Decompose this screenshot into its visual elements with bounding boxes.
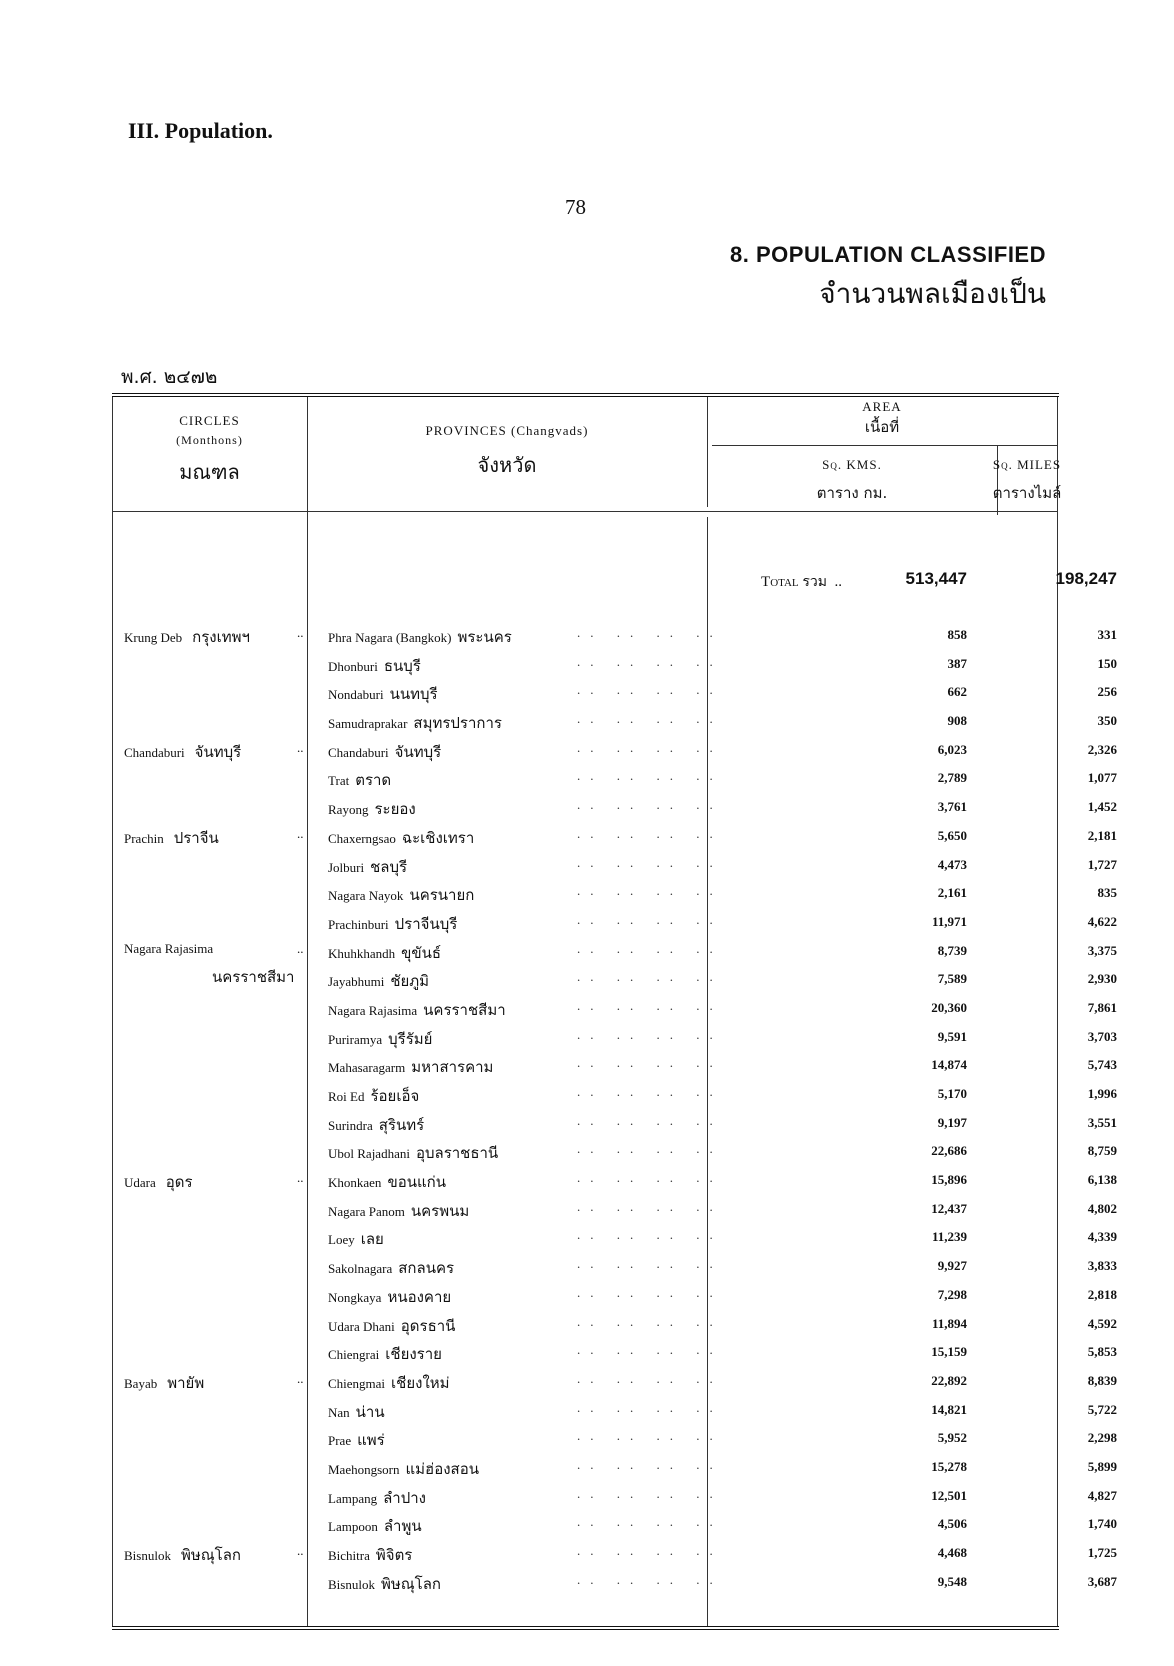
leader-dots: .. .. .. .. (577, 739, 723, 755)
sq-kms-cell: 15,896 (931, 1172, 967, 1188)
province-name-thai: พิษณุโลก (380, 1574, 441, 1593)
province-name-thai: ขุขันธ์ (401, 943, 442, 962)
sq-kms-cell: 9,927 (937, 1258, 967, 1274)
sq-miles-cell: 3,687 (1087, 1573, 1117, 1589)
circle-cell (124, 1543, 309, 1567)
province-name-thai: แพร่ (357, 1431, 385, 1450)
leader-dots: .. .. .. .. (577, 1284, 723, 1300)
circle-cell (124, 625, 309, 649)
sq-miles-cell: 5,722 (1087, 1401, 1117, 1417)
province-name: Dhonburi (328, 658, 378, 674)
sq-miles-cell: 8,839 (1087, 1372, 1117, 1388)
province-name-thai: แม่ฮ่องสอน (405, 1459, 479, 1478)
circle-cell (124, 941, 309, 957)
province-name: Lampang (328, 1490, 378, 1506)
province-name-thai: ตราด (355, 771, 392, 790)
table-row (112, 992, 1117, 1021)
circle-cell (124, 1371, 309, 1395)
sq-kms-cell: 9,591 (937, 1028, 967, 1044)
leader-dots: .. .. .. .. (577, 1084, 723, 1099)
leader-dots: .. .. .. .. (577, 682, 723, 698)
sq-kms-cell: 2,161 (937, 885, 967, 901)
circle-name: Bayab (124, 1375, 158, 1391)
circle-name-thai: อุดร (165, 1173, 193, 1192)
province-name-thai: น่าน (355, 1402, 385, 1421)
sq-miles-cell: 1,996 (1087, 1086, 1117, 1101)
province-name-thai: ปราจีนบุรี (394, 914, 458, 933)
circle-name-thai: ปราจีน (173, 828, 219, 847)
province-name: Nongkaya (328, 1289, 382, 1305)
sq-miles-cell: 3,703 (1087, 1028, 1117, 1044)
table-row (112, 1193, 1117, 1222)
provinces-header-thai: จังหวัด (477, 453, 537, 477)
table-row (112, 676, 1117, 705)
sq-kms-cell: 5,650 (937, 827, 967, 843)
table-row (112, 906, 1117, 935)
province-name-thai: อุบลราชธานี (415, 1144, 499, 1163)
circles-header (112, 413, 307, 488)
table-row (112, 1308, 1117, 1337)
leader-dots: .. .. .. .. (577, 997, 723, 1013)
leader-dots: .. .. .. .. (577, 1485, 723, 1501)
sq-kms-cell: 387 (947, 655, 967, 671)
sq-miles-cell: 150 (1097, 655, 1117, 671)
province-name-thai: อุดรธานี (400, 1316, 456, 1335)
sq-kms-cell: 15,159 (931, 1344, 967, 1360)
province-name-thai: ขอนแก่น (387, 1173, 446, 1192)
table-row (112, 705, 1117, 734)
circle-name-thai: พายัพ (167, 1373, 205, 1392)
leader-dots: .. (297, 625, 304, 640)
province-name-thai: ธนบุรี (383, 656, 421, 675)
leader-dots: .. .. .. .. (577, 825, 723, 841)
leader-dots: .. .. .. .. (577, 969, 723, 985)
province-name: Bichitra (328, 1548, 370, 1563)
province-name-thai: ร้อยเอ็จ (370, 1087, 420, 1105)
province-name-thai: จันทบุรี (394, 742, 442, 761)
province-name-thai: ชัยภูมิ (390, 972, 430, 991)
leader-dots: .. (297, 825, 304, 841)
province-name: Udara Dhani (328, 1318, 395, 1334)
table-row (112, 1135, 1117, 1164)
province-name: Jayabhumi (328, 974, 385, 990)
sq-kms-cell: 3,761 (937, 799, 967, 815)
area-header (707, 399, 1057, 439)
sq-kms-header (707, 457, 997, 505)
province-name-thai: ลำปาง (383, 1488, 426, 1507)
circle-name: Krung Deb (124, 630, 183, 645)
table-row (112, 849, 1117, 878)
sq-miles-cell: 4,339 (1087, 1229, 1117, 1245)
leader-dots: .. .. .. .. (577, 1543, 723, 1558)
sq-kms-cell: 11,971 (931, 913, 967, 929)
table-row (112, 877, 1117, 906)
sq-miles-cell: 1,725 (1087, 1545, 1117, 1560)
province-name-thai: เลย (360, 1230, 384, 1249)
table-row (112, 1279, 1117, 1308)
sq-miles-cell: 1,452 (1087, 799, 1117, 815)
sq-kms-cell: 14,821 (931, 1401, 967, 1417)
leader-dots: .. (297, 1370, 304, 1386)
table-title-thai: จำนวนพลเมืองเป็น (819, 277, 1046, 310)
sq-miles-cell: 3,551 (1087, 1114, 1117, 1130)
province-name: Samudraprakar (328, 716, 408, 732)
leader-dots: .. .. .. .. (577, 797, 723, 813)
provinces-header-en: PROVINCES (Changvads) (425, 423, 589, 438)
circle-name: Bisnulok (124, 1548, 171, 1563)
province-name-thai: ลำพูน (383, 1517, 422, 1536)
province-name: Mahasaragarm (328, 1060, 406, 1076)
table-row (112, 963, 1117, 992)
sq-miles-cell: 1,727 (1087, 856, 1117, 872)
leader-dots: .. .. .. .. (577, 1456, 723, 1472)
sq-miles-cell: 331 (1097, 627, 1117, 642)
province-name: Chaxerngsao (328, 830, 396, 846)
leader-dots: .. .. .. .. (577, 1112, 723, 1128)
table-row (112, 619, 1117, 648)
leader-dots: .. .. .. .. (577, 1399, 723, 1415)
province-name-thai: ชลบุรี (370, 857, 408, 876)
sq-kms-cell: 908 (947, 713, 967, 729)
leader-dots: .. .. .. .. (577, 1170, 723, 1186)
circles-header-sub: (Monthons) (176, 433, 243, 447)
province-name: Loey (328, 1232, 355, 1248)
province-name-thai: นครพนม (410, 1201, 470, 1220)
province-name: Surindra (328, 1117, 373, 1133)
leader-dots: .. (297, 1170, 304, 1186)
province-name: Trat (328, 773, 350, 789)
sq-miles-cell: 4,802 (1087, 1200, 1117, 1216)
province-name-thai: เชียงใหม่ (391, 1373, 450, 1392)
table-row (112, 734, 1117, 763)
province-name-thai: พิจิตร (375, 1546, 413, 1564)
sq-kms-cell: 7,298 (937, 1286, 967, 1302)
province-name: Chiengmai (328, 1375, 386, 1391)
province-name: Prachinburi (328, 916, 389, 932)
province-name: Jolburi (328, 859, 365, 875)
sq-kms-header-thai: ตาราง กม. (816, 484, 888, 502)
total-label-en: Total (761, 574, 799, 590)
province-name-thai: นนทบุรี (389, 685, 438, 704)
sq-miles-cell: 350 (1097, 713, 1117, 729)
circle-name-thai: พิษณุโลก (180, 1546, 241, 1564)
sq-kms-cell: 7,589 (937, 971, 967, 987)
table-row (112, 1221, 1117, 1250)
province-name: Nagara Panom (328, 1203, 405, 1219)
total-sq-kms: 513,447 (905, 569, 967, 588)
province-name: Nagara Nayok (328, 888, 404, 904)
leader-dots: .. .. .. .. (577, 1313, 723, 1329)
province-name: Puriramya (328, 1031, 383, 1047)
province-name-thai: บุรีรัมย์ (388, 1029, 433, 1048)
sq-kms-cell: 4,473 (937, 856, 967, 872)
province-name-thai: สมุทรปราการ (413, 714, 502, 733)
sq-miles-header-thai: ตารางไมล์ (992, 484, 1062, 502)
leader-dots: .. .. .. .. (577, 1256, 723, 1272)
leader-dots: .. (297, 739, 304, 755)
table-row (112, 1422, 1117, 1451)
province-name: Phra Nagara (Bangkok) (328, 630, 452, 645)
sq-miles-cell: 5,899 (1087, 1458, 1117, 1474)
table-row (112, 791, 1117, 820)
provinces-header (307, 423, 707, 481)
sq-kms-cell: 662 (947, 684, 967, 700)
sq-kms-cell: 6,023 (937, 741, 967, 757)
leader-dots: .. .. .. .. (577, 1026, 723, 1042)
sq-miles-cell: 3,375 (1087, 942, 1117, 958)
sq-miles-cell: 1,740 (1087, 1516, 1117, 1532)
sq-kms-cell: 9,197 (937, 1114, 967, 1130)
sq-miles-cell: 2,930 (1087, 971, 1117, 987)
table-row (112, 820, 1117, 849)
leader-dots: .. .. .. .. (577, 911, 723, 927)
total-sq-miles: 198,247 (1055, 569, 1117, 588)
leader-dots: .. .. .. .. (577, 1428, 723, 1444)
sq-kms-cell: 14,874 (931, 1057, 967, 1073)
year-label: พ.ศ. ๒๔๗๒ (121, 366, 218, 388)
circle-name: Prachin (124, 830, 164, 846)
leader-dots: .. .. .. .. (577, 711, 723, 727)
province-name: Chiengrai (328, 1347, 380, 1363)
province-name-thai: สุรินทร์ (378, 1115, 425, 1134)
sq-miles-cell: 1,077 (1087, 770, 1117, 786)
leader-dots: .. .. .. .. (577, 1227, 723, 1243)
table-row (112, 1451, 1117, 1480)
leader-dots: .. .. .. .. (577, 625, 723, 640)
sq-miles-cell: 2,818 (1087, 1286, 1117, 1302)
area-header-rule (712, 445, 1057, 446)
leader-dots: .. (297, 940, 304, 956)
sq-miles-cell: 4,622 (1087, 913, 1117, 929)
sq-miles-cell: 4,827 (1087, 1487, 1117, 1503)
sq-miles-cell: 3,833 (1087, 1258, 1117, 1274)
section-title: III. Population. (128, 118, 273, 143)
sq-kms-cell: 11,894 (931, 1315, 967, 1331)
sq-miles-cell: 835 (1097, 885, 1117, 901)
leader-dots: .. (297, 1543, 304, 1558)
total-label: Total รวม .. (761, 574, 842, 590)
sq-miles-cell: 4,592 (1087, 1315, 1117, 1331)
sq-miles-cell: 5,853 (1087, 1344, 1117, 1360)
sq-miles-header (992, 457, 1062, 505)
province-name: Rayong (328, 802, 369, 818)
sq-kms-cell: 5,952 (937, 1430, 967, 1446)
sq-miles-cell: 6,138 (1087, 1172, 1117, 1188)
sq-miles-cell: 5,743 (1087, 1057, 1117, 1073)
sq-kms-cell: 4,468 (937, 1545, 967, 1560)
table-row (112, 1021, 1117, 1050)
province-name: Roi Ed (328, 1089, 365, 1104)
province-name: Bisnulok (328, 1576, 375, 1592)
sq-miles-cell: 2,326 (1087, 741, 1117, 757)
province-name-thai: ฉะเชิงเทรา (401, 828, 475, 847)
circles-header-en: CIRCLES (179, 413, 240, 428)
circle-name-thai: จันทบุรี (194, 742, 242, 761)
area-header-thai: เนื้อที่ (864, 418, 900, 436)
circle-name-thai: นครราชสีมา (212, 967, 295, 986)
province-name: Khonkaen (328, 1175, 382, 1191)
table-row (112, 762, 1117, 791)
province-name: Maehongsorn (328, 1461, 400, 1477)
province-name: Nagara Rajasima (328, 1002, 418, 1018)
province-name-thai: เชียงราย (385, 1345, 442, 1364)
table-row (112, 1107, 1117, 1136)
table-row (112, 1480, 1117, 1509)
page-number: 78 (565, 195, 586, 219)
leader-dots: .. .. .. .. (577, 653, 723, 669)
circle-cell (124, 740, 309, 764)
leader-dots: .. .. .. .. (577, 854, 723, 870)
circle-name-thai: กรุงเทพฯ (192, 628, 250, 646)
leader-dots: .. .. .. .. (577, 1514, 723, 1530)
sq-kms-cell: 12,437 (931, 1200, 967, 1216)
leader-dots: .. .. .. .. (577, 1198, 723, 1214)
total-label-thai: รวม (802, 574, 827, 590)
sq-kms-cell: 858 (947, 627, 967, 642)
province-name: Nan (328, 1404, 350, 1420)
area-header-en: AREA (862, 399, 902, 414)
province-name-thai: มหาสารคาม (411, 1058, 494, 1077)
province-name: Sakolnagara (328, 1261, 393, 1277)
leader-dots: .. .. .. .. (577, 1055, 723, 1071)
table-row (112, 648, 1117, 677)
leader-dots: .. .. .. .. (577, 883, 723, 899)
table-row (112, 1250, 1117, 1279)
table-row (112, 1336, 1117, 1365)
circle-cell (124, 1170, 309, 1194)
province-name-thai: สกลนคร (398, 1259, 455, 1278)
table-body (112, 619, 1117, 1594)
sq-miles-cell: 2,181 (1087, 827, 1117, 843)
sq-kms-cell: 9,548 (937, 1573, 967, 1589)
table-row (112, 1508, 1117, 1537)
province-name: Chandaburi (328, 744, 389, 760)
table-row (112, 1049, 1117, 1078)
province-name: Khuhkhandh (328, 945, 396, 961)
table-row (112, 1566, 1117, 1595)
sq-kms-cell: 8,739 (937, 942, 967, 958)
sq-kms-cell: 5,170 (937, 1086, 967, 1101)
header-bottom-rule (112, 511, 1057, 512)
province-name: Lampoon (328, 1519, 378, 1535)
table-row (112, 1394, 1117, 1423)
province-name-thai: พระนคร (457, 628, 512, 646)
province-name-thai: นครราชสีมา (423, 1000, 506, 1019)
province-name: Ubol Rajadhani (328, 1146, 410, 1162)
sq-kms-cell: 15,278 (931, 1458, 967, 1474)
table-row (112, 1365, 1117, 1394)
circle-cell (124, 826, 309, 850)
leader-dots: .. .. .. .. (577, 1571, 723, 1587)
sq-kms-cell: 11,239 (931, 1229, 967, 1245)
sq-miles-cell: 8,759 (1087, 1143, 1117, 1159)
sq-kms-cell: 20,360 (931, 999, 967, 1015)
sq-kms-cell: 4,506 (937, 1516, 967, 1532)
sq-kms-cell: 12,501 (931, 1487, 967, 1503)
province-name: Prae (328, 1433, 352, 1449)
sq-miles-cell: 256 (1097, 684, 1117, 700)
table-row (112, 1537, 1117, 1566)
table-row (112, 1164, 1117, 1193)
table-title: 8. POPULATION CLASSIFIED (730, 242, 1046, 267)
circle-name: Chandaburi (124, 744, 185, 760)
province-name-thai: นครนายก (409, 886, 475, 905)
leader-dots: .. .. .. .. (577, 1141, 723, 1157)
province-name-thai: ระยอง (374, 800, 416, 819)
leader-dots: .. .. .. .. (577, 1370, 723, 1386)
province-name-thai: หนองคาย (387, 1287, 452, 1306)
circle-name: Nagara Rajasima (124, 940, 214, 956)
sq-miles-header-en: Sq. MILES (992, 457, 1062, 472)
table-row (112, 1078, 1117, 1107)
sq-miles-cell: 2,298 (1087, 1430, 1117, 1446)
leader-dots: .. .. .. .. (577, 1342, 723, 1358)
sq-miles-cell: 7,861 (1087, 999, 1117, 1015)
province-name: Nondaburi (328, 687, 384, 703)
leader-dots: .. .. .. .. (577, 940, 723, 956)
population-table (112, 393, 1117, 1630)
sq-kms-header-en: Sq. KMS. (822, 457, 882, 472)
sq-kms-cell: 2,789 (937, 770, 967, 786)
sq-kms-cell: 22,892 (931, 1372, 967, 1388)
circle-name: Udara (124, 1175, 156, 1191)
leader-dots: .. .. .. .. (577, 768, 723, 784)
circles-header-thai: มณฑล (179, 460, 240, 484)
sq-kms-cell: 22,686 (931, 1143, 967, 1159)
